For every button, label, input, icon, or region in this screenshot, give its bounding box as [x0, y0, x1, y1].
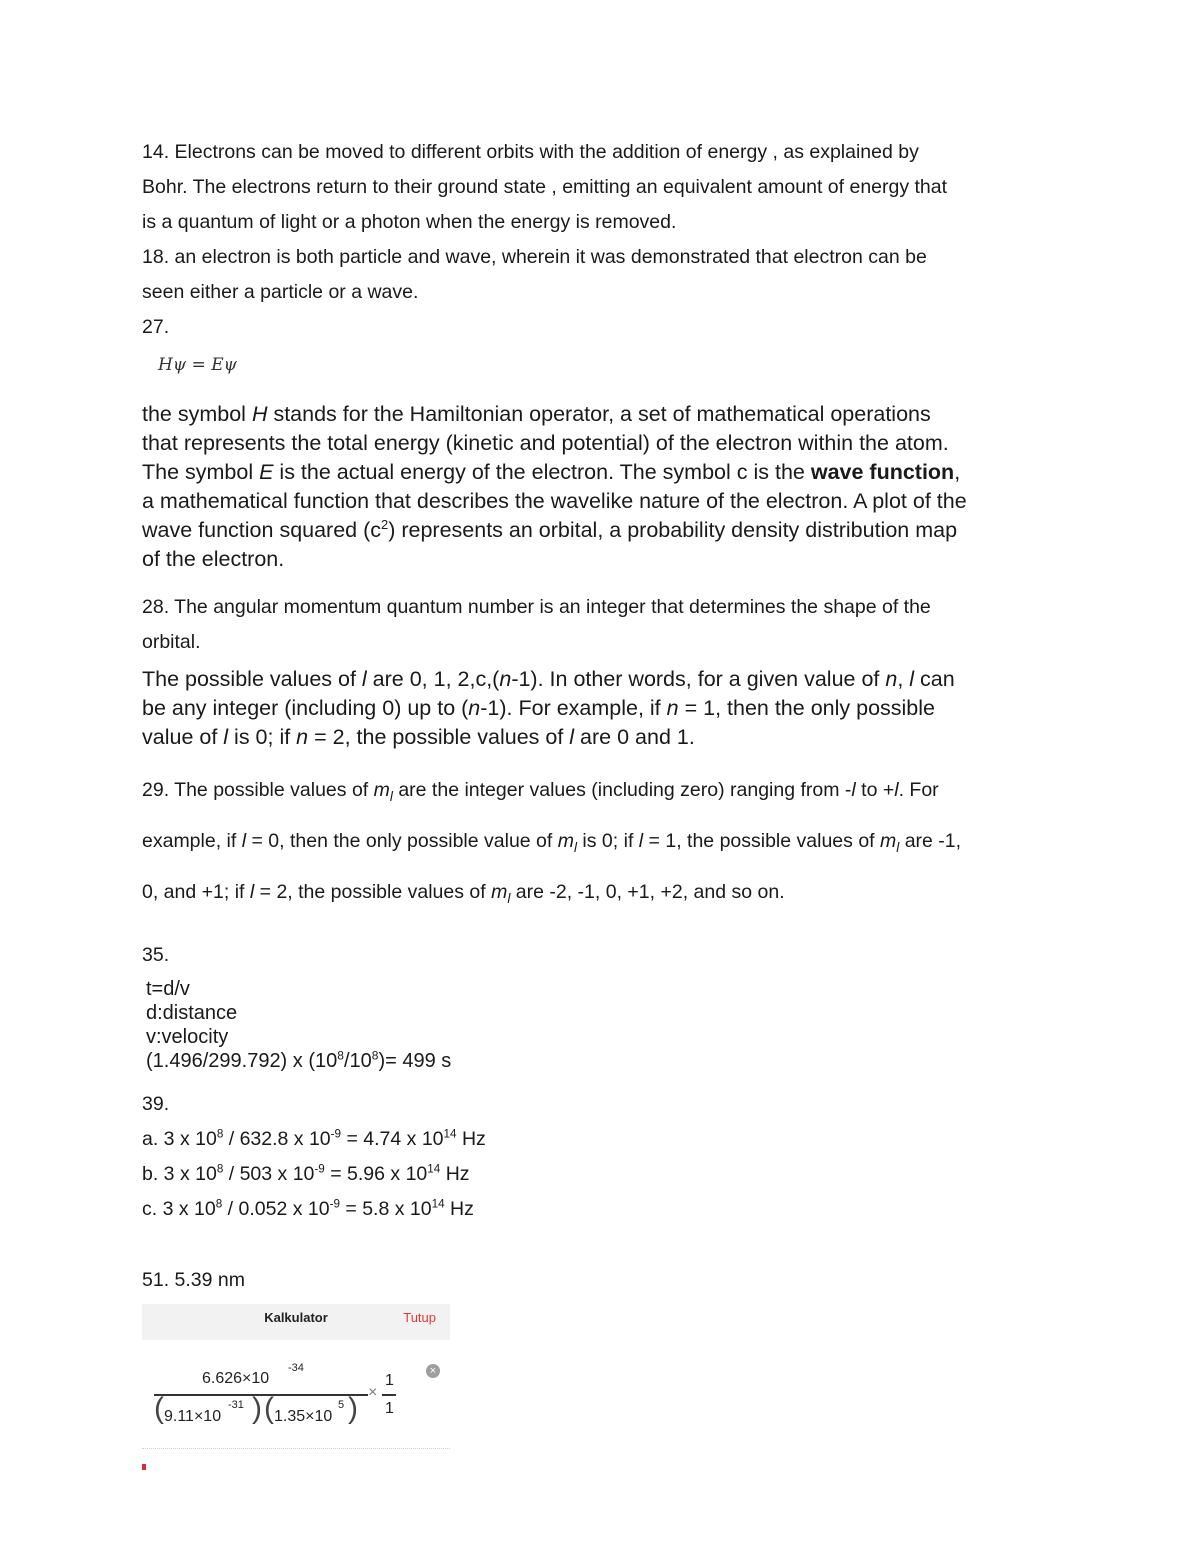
question-29: 29. The possible values of $m_l$ are the integer values (including zero) ranging from -l to +l. For example, if l = 0, then the only possible value of $m_l$ is 0; if l = 1, the possible values of $m_l$ are -1, 0, and +1; if l = 2, the possible values of $m_l$ are -2, -1, 0, +1, +2, and so on. — [142, 779, 962, 906]
q35-number: 35. — [142, 944, 170, 966]
question-18 — [142, 240, 927, 310]
question-39: 39. a. 3 x $10^8 / 632.8$ x $10^{-9} = 4.74$ x $10^{14}$ Hz b. 3 x $10^8 / 503$ x $10^{-9} = 5.96$ x $10^{14}$ Hz c. 3 x $10^8 / 0.052$ x $10^{-9} = 5.8$ x $10^{14}$ Hz — [142, 1093, 486, 1220]
q27-explanation: the symbol H stands for the Hamiltonian operator, a set of mathematical operations that represents the total energy (kinetic and potential) of the electron within the atom. The symbol E is the actual energy of the electron. The symbol c is the wave function, a mathematical function that describes the wavelike nature of the electron. A plot of the wave function squared $(c^2)$ represents an orbital, a probability density distribution map of the electron. — [142, 402, 967, 571]
denominator-value-2: 1.35×10 — [274, 1408, 333, 1425]
paren-close-2: ) — [348, 1392, 358, 1425]
red-marker — [142, 1464, 146, 1470]
multiply-symbol: × — [368, 1384, 378, 1401]
question-28: 28. The angular momentum quantum number is an integer that determines the shape of the orbital. — [142, 596, 931, 653]
second-fraction-bar — [382, 1394, 396, 1396]
denominator-exponent-2: 5 — [338, 1399, 345, 1411]
calculator-header — [142, 1304, 450, 1340]
calculator-title: Kalkulator — [264, 1310, 328, 1325]
second-fraction-bottom: 1 — [385, 1400, 394, 1417]
q14-line-3: is a quantum of light or a photon when the energy is removed. — [142, 211, 677, 233]
calculator-screenshot — [142, 1304, 450, 1450]
q51-answer: 51. 5.39 nm — [142, 1269, 245, 1291]
question-14 — [142, 135, 947, 240]
schrodinger-equation: Hψ = Eψ — [158, 355, 237, 375]
numerator-exponent: -34 — [288, 1362, 304, 1374]
paren-open-2: ( — [264, 1392, 274, 1425]
clear-icon[interactable]: × — [426, 1364, 440, 1378]
q27-number: 27. — [142, 316, 170, 338]
close-button[interactable]: Tutup — [403, 1310, 436, 1325]
calculator-divider — [142, 1448, 450, 1449]
q28-explanation: The possible values of l are 0, 1, 2,c,(n-1). In other words, for a given value of n, l can be any integer (including 0) up to (n-1). For example, if n = 1, then the only possible value of l is 0; if n = 2, the possible values of l are 0 and 1. — [142, 667, 955, 749]
numerator-value: 6.626×10 — [202, 1370, 270, 1387]
q14-line-1: 14. Electrons can be moved to different orbits with the addition of energy , as explained by — [142, 141, 919, 163]
second-fraction-top: 1 — [385, 1372, 394, 1389]
q18-line-2: seen either a particle or a wave. — [142, 281, 419, 303]
q18-line-1: 18. an electron is both particle and wave, wherein it was demonstrated that electron can be — [142, 246, 927, 268]
q14-line-2: Bohr. The electrons return to their ground state , emitting an equivalent amount of energy that — [142, 176, 948, 198]
paren-open-1: ( — [154, 1392, 164, 1425]
denominator-value-1: 9.11×10 — [164, 1408, 222, 1425]
wave-function-term: wave function — [810, 460, 955, 484]
q35-work: t=d/v d:distance v:velocity (1.496/299.792) x $(10^8/10^8)= 499$ s — [146, 978, 452, 1072]
paren-close-1: ) — [252, 1392, 262, 1425]
denominator-exponent-1: -31 — [228, 1399, 244, 1411]
